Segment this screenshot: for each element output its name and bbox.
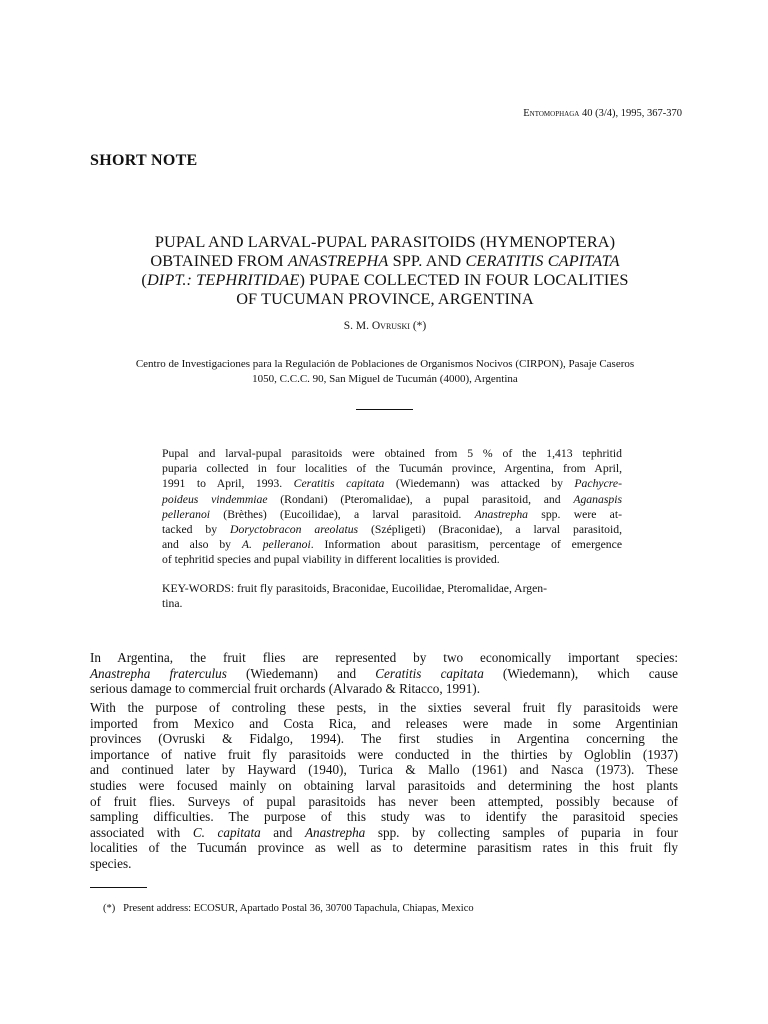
- text-run: serious damage to commercial fruit orchards (Alvarado & Ritacco, 1991).: [90, 681, 480, 697]
- journal-citation: [482, 108, 682, 119]
- abstract-line: [162, 492, 622, 507]
- body-paragraph-2: [90, 700, 678, 872]
- journal-name: Entomophaga: [523, 108, 580, 119]
- paragraph-line: [90, 747, 678, 763]
- title-italic-segment: DIPT.: TEPHRITIDAE: [146, 270, 300, 289]
- text-run: of fruit flies. Surveys of pupal parasitoids has never been attempted, possibly because of: [90, 793, 678, 809]
- text-run: 1991 to April, 1993.: [162, 477, 294, 491]
- italic-taxon: pelleranoi: [162, 507, 211, 521]
- author-name: Ovruski: [371, 320, 410, 332]
- paragraph-line: [90, 794, 678, 810]
- text-run: (Wiedemann) and: [226, 665, 376, 681]
- footnote-mark: (*): [103, 903, 116, 914]
- text-run: localities of the Tucumán province as well as to determine parasitism rates in this fruit fly: [90, 840, 678, 856]
- affiliation: [90, 357, 680, 387]
- section-label: SHORT NOTE: [90, 152, 198, 169]
- paragraph-line: [90, 731, 678, 747]
- abstract-line: [162, 446, 622, 461]
- text-run: and: [260, 824, 305, 840]
- text-run: (Wiedemann), which cause: [483, 665, 678, 681]
- abstract-line: [162, 552, 622, 567]
- text-run: (Wiedemann) was attacked by: [384, 477, 575, 491]
- text-run: importance of native fruit fly parasitoids were conducted in the thirties by Ogloblin (1937): [90, 746, 678, 762]
- footnote: [103, 903, 474, 914]
- italic-taxon: A. pelleranoi: [241, 538, 311, 552]
- title-italic-segment: ANASTREPHA: [287, 251, 389, 270]
- text-run: and also by: [162, 538, 242, 552]
- text-run: In Argentina, the fruit flies are represented by two economically important species:: [90, 650, 678, 665]
- italic-taxon: Anastrepha fraterculus: [90, 665, 227, 681]
- italic-taxon: Doryctobracon areolatus: [230, 523, 359, 537]
- text-run: (Rondani) (Pteromalidae), a pupal parasitoid, and: [267, 492, 574, 506]
- text-run: provinces (Ovruski & Fidalgo, 1994). The first studies in Argentina concerning the: [90, 731, 678, 747]
- author-footnote-mark: (*): [409, 320, 427, 332]
- paragraph-line: [90, 762, 678, 778]
- paragraph-line: [90, 778, 678, 794]
- title-segment: ) PUPAE COLLECTED IN FOUR LOCALITIES: [299, 270, 629, 289]
- paragraph-line: [90, 716, 678, 732]
- paragraph-line: [90, 650, 678, 666]
- title-line: [90, 270, 680, 289]
- italic-taxon: Aganaspis: [573, 492, 623, 506]
- text-run: and continued later by Hayward (1940), Turica & Mallo (1961) and Nasca (1973). These: [90, 762, 678, 778]
- abstract: [162, 446, 622, 568]
- affiliation-line-1: Centro de Investigaciones para la Regulación de Poblaciones de Organismos Nocivos (CIRPON), Pasaje Caseros: [135, 358, 635, 370]
- paragraph-line: [90, 856, 678, 872]
- journal-volume-pages: 40 (3/4), 1995, 367-370: [581, 108, 682, 119]
- italic-taxon: poideus vindemmiae: [162, 492, 268, 506]
- title-segment: SPP. AND: [388, 251, 466, 270]
- abstract-line: [162, 461, 622, 476]
- italic-taxon: Pachycre-: [574, 477, 623, 491]
- paragraph-line: [90, 700, 678, 716]
- title-line: PUPAL AND LARVAL-PUPAL PARASITOIDS (HYMENOPTERA): [154, 232, 616, 251]
- abstract-line: [162, 476, 622, 491]
- italic-taxon: Anastrepha: [304, 824, 366, 840]
- title-segment: OBTAINED FROM: [150, 251, 288, 270]
- footnote-rule: [90, 887, 147, 888]
- keywords-line-1: KEY-WORDS: fruit fly parasitoids, Braconidae, Eucoilidae, Pteromalidae, Argen-: [162, 582, 548, 595]
- text-run: tacked by: [162, 523, 231, 537]
- italic-taxon: Anastrepha: [474, 507, 529, 521]
- title-line: OF TUCUMAN PROVINCE, ARGENTINA: [236, 289, 534, 308]
- text-run: . Information about parasitism, percentage of emergence: [310, 538, 623, 552]
- title-line: [90, 251, 680, 270]
- title-italic-segment: CERATITIS CAPITATA: [465, 251, 620, 270]
- text-run: (Brèthes) (Eucoilidae), a larval parasitoid.: [210, 507, 475, 521]
- paragraph-line: [90, 666, 678, 682]
- text-run: Pupal and larval-pupal parasitoids were obtained from 5 % of the 1,413 tephritid: [162, 447, 622, 460]
- text-run: species.: [90, 855, 132, 871]
- text-run: of tephritid species and pupal viability in different localities is provided.: [162, 553, 500, 567]
- text-run: sampling difficulties. The purpose of this study was to identify the parasitoid species: [90, 809, 678, 825]
- text-run: spp. were at-: [528, 507, 622, 521]
- keywords: [162, 581, 622, 611]
- text-run: associated with: [90, 824, 193, 840]
- abstract-line: [162, 522, 622, 537]
- text-run: puparia collected in four localities of the Tucumán province, Argentina, from April,: [162, 462, 622, 476]
- paragraph-line: [90, 809, 678, 825]
- author-initials: S. M.: [343, 320, 372, 332]
- affiliation-line-2: 1050, C.C.C. 90, San Miguel de Tucumán (4000), Argentina: [252, 373, 518, 385]
- article-title: [90, 232, 680, 308]
- paragraph-line: [90, 840, 678, 856]
- italic-taxon: C. capitata: [192, 824, 261, 840]
- text-run: imported from Mexico and Costa Rica, and releases were made in some Argentinian: [90, 715, 678, 731]
- abstract-line: [162, 537, 622, 552]
- paragraph-line: [90, 681, 678, 697]
- abstract-line: [162, 507, 622, 522]
- text-run: (Szépligeti) (Braconidae), a larval parasitoid,: [358, 523, 622, 537]
- text-run: With the purpose of controling these pests, in the sixties several fruit fly parasitoids were: [90, 700, 678, 715]
- text-run: spp. by collecting samples of puparia in four: [365, 824, 678, 840]
- italic-taxon: Ceratitis capitata: [375, 665, 484, 681]
- text-run: studies were focused mainly on obtaining larval parasitoids and determining the host plants: [90, 777, 678, 793]
- italic-taxon: Ceratitis capitata: [293, 477, 385, 491]
- separator-rule: [356, 409, 413, 410]
- paragraph-line: [90, 825, 678, 841]
- title-segment: (: [141, 270, 147, 289]
- author-line: [90, 320, 680, 332]
- footnote-text: Present address: ECOSUR, Apartado Postal 36, 30700 Tapachula, Chiapas, Mexico: [123, 903, 474, 914]
- body-paragraph-1: [90, 650, 678, 697]
- keywords-line-2: tina.: [162, 597, 183, 611]
